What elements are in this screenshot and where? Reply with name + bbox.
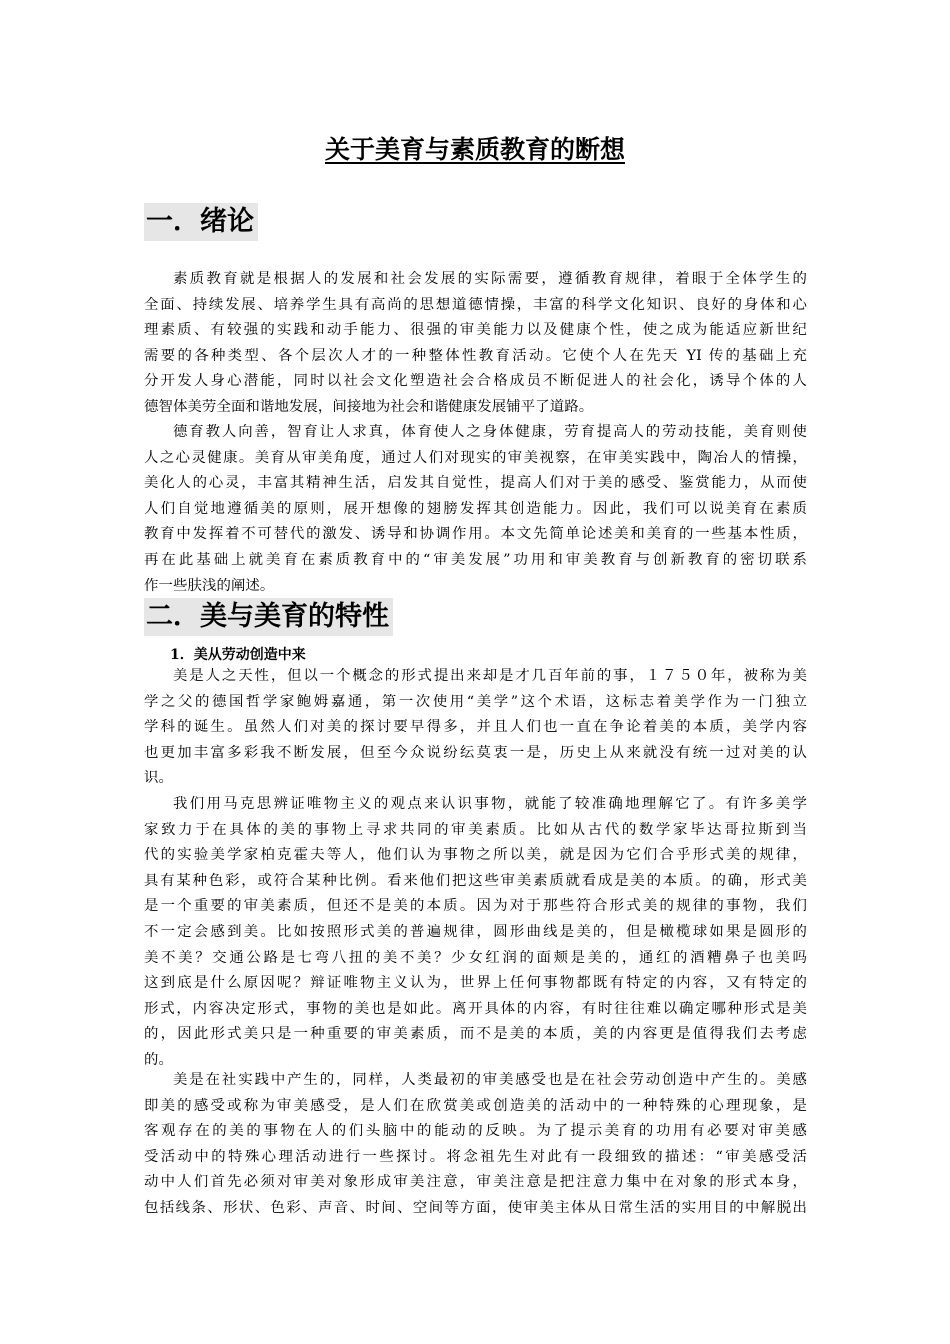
paragraph-4: 我们用马克思辨证唯物主义的观点来认识事物，就能了较准确地理解它了。有许多美学 家致力于在具体的美的事物上寻求共同的审美素质。比如从古代的数学家毕达哥拉斯到当 代的实验美学家柏克霍夫等人，他们认为事物之所以美，就是因为它们合乎形式美的规律， 具有某种色彩，或符合某种比例。看来他们把这些审美素质就看成是美的本质。的确，形式美 是一个重要的审美素质，但还不是美的本质。因为对于那些符合形式美的规律的事物，我们 不一定会感到美。比如按照形式美的普遍规律，圆形曲线是美的，但是橄榄球如果是圆形的 美不美？交通公路是七弯八扭的美不美？少女红润的面颊是美的，通红的酒糟鼻子也美吗 这到底是什么原因呢？辩证唯物主义认为，世界上任何事物都既有特定的内容，又有特定的 形式，内容决定形式，事物的美也是如此。离开具体的内容，有时往往难以确定哪种形式是美 的，因此形式美只是一种重要的审美素质，而不是美的本质，美的内容更是值得我们去考虑 的。 <box>144 796 807 1068</box>
paragraph-3: 美是人之天性，但以一个概念的形式提出来却是才几百年前的事，１７５０年，被称为美 学之父的德国哲学家鲍姆嘉通，第一次使用“美学”这个术语，这标志着美学作为一门独立 学科的诞生。虽然人们对美的探讨要早得多，并且人们也一直在争论着美的本质，美学内容 也更加丰富多彩我不断发展，但至今众说纷纭莫衷一是，历史上从来就没有统一过对美的认 识。 <box>144 668 807 787</box>
paragraph-5: 美是在社实践中产生的，同样，人类最初的审美感受也是在社会劳动创造中产生的。美感 即美的感受或称为审美感受，是人们在欣赏美或创造美的活动中的一种特殊的心理现象，是 客观存在的美的事物在人的们头脑中的能动的反映。为了提示美育的功用有必要对审美感 受活动中的特殊心理活动进行一些探讨。将念祖先生对此有一段细致的描述：“审美感受活 动中人们首先必须对审美对象形成审美注意，审美注意是把注意力集中在对象的形式本身， 包括线条、形状、色彩、声音、时间、空间等方面，使审美主体从日常生活的实用目的中解脱出 <box>144 1072 807 1216</box>
document-title: 关于美育与素质教育的断想 <box>324 135 625 164</box>
section-heading-1: 一．绪论 <box>144 203 258 241</box>
paragraph-1: 素质教育就是根据人的发展和社会发展的实际需要，遵循教育规律，着眼于全体学生的 全面、持续发展、培养学生具有高尚的思想道德情操，丰富的科学文化知识、良好的身体和心 理素质、有较强的实践和动手能力、很强的审美能力以及健康个性，使之成为能适应新世纪 需要的各种类型、各个层次人才的一种整体性教育活动。它使个人在先天 YI 传的基础上充 分开发人身心潜能，同时以社会文化塑造社会合格成员不断促进人的社会化，诱导个体的人 德智体美劳全面和谐地发展，间接地为社会和谐健康发展铺平了道路。 <box>144 271 807 415</box>
section-heading-2: 二．美与美育的特性 <box>144 598 393 636</box>
paragraph-2: 德育教人向善，智育让人求真，体育使人之身体健康，劳育提高人的劳动技能，美育则使 人之心灵健康。美育从审美角度，通过人们对现实的审美视察，在审美实践中，陶冶人的情操， 美化人的心灵，丰富其精神生活，启发其自觉性，提高人们对于美的感受、鉴赏能力，从而使 人们自觉地遵循美的原则，展开想像的翅膀发挥其创造能力。因此，我们可以说美育在素质 教育中发挥着不可替代的激发、诱导和协调作用。本文先简单论述美和美育的一些基本性质， 再在此基础上就美育在素质教育中的“审美发展”功用和审美教育与创新教育的密切联系 作一些肤浅的阐述。 <box>144 424 807 594</box>
subsection-heading: 1．美从劳动创造中来 <box>170 647 306 663</box>
